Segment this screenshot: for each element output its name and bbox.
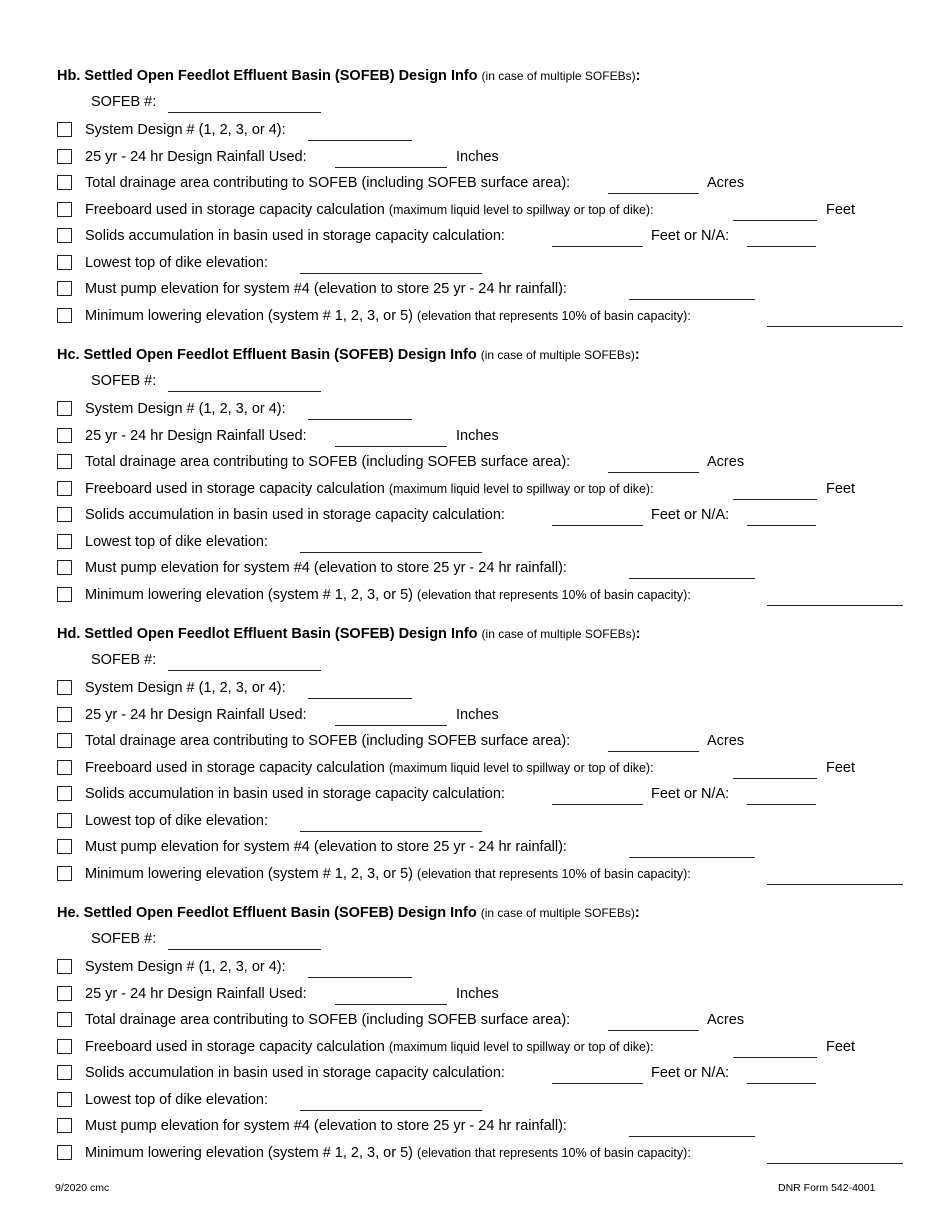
- row-unit-label: Feet or N/A:: [651, 786, 730, 802]
- row-label: [85, 280, 567, 298]
- row-label-text: Total drainage area contributing to SOFEB (including SOFEB surface area):: [85, 733, 571, 749]
- row-label-text: Lowest top of dike elevation:: [85, 813, 268, 829]
- row-label: [85, 480, 654, 498]
- row-checkbox[interactable]: [57, 1118, 72, 1133]
- sofeb-design-section: [0, 901, 950, 1171]
- row-label: [85, 985, 307, 1003]
- row-label-note: (maximum liquid level to spillway or top of dike):: [388, 203, 654, 217]
- row-checkbox[interactable]: [57, 1092, 72, 1107]
- row-input-field[interactable]: [300, 552, 482, 553]
- section-colon: :: [635, 626, 641, 642]
- section-note: (in case of multiple SOFEBs): [481, 69, 636, 83]
- row-checkbox[interactable]: [57, 680, 72, 695]
- sofeb-number-field[interactable]: [168, 112, 321, 113]
- row-input-field[interactable]: [767, 326, 903, 327]
- section-heading: Hd. Settled Open Feedlot Effluent Basin (SOFEB) Design Info: [57, 626, 478, 642]
- row-checkbox[interactable]: [57, 866, 72, 881]
- row-label: [85, 1011, 570, 1029]
- row-input-field[interactable]: [308, 977, 412, 978]
- row-label-text: Must pump elevation for system #4 (elevation to store 25 yr - 24 hr rainfall):: [85, 1118, 567, 1134]
- row-label: [85, 785, 505, 803]
- section-colon: :: [634, 347, 640, 363]
- row-label-text: 25 yr - 24 hr Design Rainfall Used:: [85, 986, 307, 1002]
- row-input-field[interactable]: [335, 446, 447, 447]
- sofeb-number-field[interactable]: [168, 391, 321, 392]
- row-label-text: Freeboard used in storage capacity calculation: [85, 1039, 385, 1055]
- section-title: [57, 626, 640, 642]
- row-label-text: Lowest top of dike elevation:: [85, 534, 268, 550]
- row-label-note: (elevation that represents 10% of basin capacity):: [417, 309, 691, 323]
- row-checkbox[interactable]: [57, 428, 72, 443]
- row-label-text: 25 yr - 24 hr Design Rainfall Used:: [85, 707, 307, 723]
- row-unit-label: Feet: [826, 760, 856, 776]
- row-label-text: System Design # (1, 2, 3, or 4):: [85, 959, 286, 975]
- section-note: (in case of multiple SOFEBs): [481, 627, 636, 641]
- row-checkbox[interactable]: [57, 733, 72, 748]
- row-label: [85, 865, 691, 883]
- section-colon: :: [635, 68, 641, 84]
- row-label-note: (elevation that represents 10% of basin capacity):: [417, 1146, 691, 1160]
- section-note: (in case of multiple SOFEBs): [480, 906, 635, 920]
- sofeb-design-section: [0, 64, 950, 334]
- sofeb-number-label: SOFEB #:: [91, 373, 157, 389]
- row-input-field[interactable]: [608, 1030, 699, 1031]
- row-input-field[interactable]: [300, 273, 482, 274]
- row-label-note: (maximum liquid level to spillway or top of dike):: [388, 482, 654, 496]
- row-label-text: Solids accumulation in basin used in storage capacity calculation:: [85, 228, 505, 244]
- row-input-field[interactable]: [767, 605, 903, 606]
- row-label: [85, 586, 691, 604]
- row-input-field[interactable]: [733, 499, 817, 500]
- row-checkbox[interactable]: [57, 122, 72, 137]
- row-label: [85, 1038, 654, 1056]
- row-input-field[interactable]: [552, 804, 643, 805]
- row-unit-label: Acres: [707, 175, 745, 191]
- row-label: [85, 759, 654, 777]
- row-unit-label: Inches: [456, 149, 499, 165]
- row-input-field[interactable]: [629, 857, 755, 858]
- row-checkbox[interactable]: [57, 534, 72, 549]
- row-input-field[interactable]: [608, 472, 699, 473]
- section-title: [57, 347, 640, 363]
- row-checkbox[interactable]: [57, 760, 72, 775]
- row-label-text: Total drainage area contributing to SOFEB (including SOFEB surface area):: [85, 1012, 571, 1028]
- row-input-field[interactable]: [767, 884, 903, 885]
- row-input-field[interactable]: [733, 778, 817, 779]
- row-label: [85, 1091, 268, 1109]
- row-checkbox[interactable]: [57, 401, 72, 416]
- row-checkbox[interactable]: [57, 1012, 72, 1027]
- row-checkbox[interactable]: [57, 560, 72, 575]
- row-label: [85, 1144, 691, 1162]
- row-input-field-secondary[interactable]: [747, 1083, 816, 1084]
- row-input-field-secondary[interactable]: [747, 525, 816, 526]
- row-label-text: Solids accumulation in basin used in storage capacity calculation:: [85, 507, 505, 523]
- row-unit-label: Feet or N/A:: [651, 1065, 730, 1081]
- row-label: [85, 732, 570, 750]
- section-note: (in case of multiple SOFEBs): [480, 348, 635, 362]
- row-label-text: Lowest top of dike elevation:: [85, 255, 268, 271]
- row-label: [85, 174, 570, 192]
- sofeb-design-section: [0, 622, 950, 892]
- sofeb-number-field[interactable]: [168, 949, 321, 950]
- section-heading: Hc. Settled Open Feedlot Effluent Basin (SOFEB) Design Info: [57, 347, 477, 363]
- row-checkbox[interactable]: [57, 707, 72, 722]
- section-heading: Hb. Settled Open Feedlot Effluent Basin (SOFEB) Design Info: [57, 68, 478, 84]
- row-label-text: Freeboard used in storage capacity calculation: [85, 202, 385, 218]
- row-label: [85, 679, 286, 697]
- row-label-text: Freeboard used in storage capacity calculation: [85, 760, 385, 776]
- row-label: [85, 121, 286, 139]
- row-unit-label: Inches: [456, 986, 499, 1002]
- row-input-field[interactable]: [733, 1057, 817, 1058]
- row-unit-label: Feet or N/A:: [651, 507, 730, 523]
- row-label-text: Minimum lowering elevation (system # 1, 2, 3, or 5): [85, 866, 413, 882]
- row-checkbox[interactable]: [57, 255, 72, 270]
- row-label: [85, 201, 654, 219]
- row-input-field[interactable]: [552, 525, 643, 526]
- sofeb-design-section: [0, 343, 950, 613]
- row-label-text: Total drainage area contributing to SOFEB (including SOFEB surface area):: [85, 175, 571, 191]
- row-unit-label: Inches: [456, 428, 499, 444]
- row-unit-label: Feet: [826, 202, 856, 218]
- row-label: [85, 427, 307, 445]
- row-checkbox[interactable]: [57, 481, 72, 496]
- row-input-field[interactable]: [552, 1083, 643, 1084]
- row-label-note: (maximum liquid level to spillway or top of dike):: [388, 761, 654, 775]
- section-title: [57, 68, 640, 84]
- row-input-field-secondary[interactable]: [747, 804, 816, 805]
- row-checkbox[interactable]: [57, 786, 72, 801]
- row-input-field[interactable]: [629, 1136, 755, 1137]
- row-input-field[interactable]: [629, 299, 755, 300]
- row-label: [85, 1117, 567, 1135]
- row-label: [85, 506, 505, 524]
- row-input-field[interactable]: [300, 831, 482, 832]
- row-label-text: Must pump elevation for system #4 (elevation to store 25 yr - 24 hr rainfall):: [85, 839, 567, 855]
- row-input-field[interactable]: [335, 725, 447, 726]
- row-label: [85, 227, 505, 245]
- row-checkbox[interactable]: [57, 959, 72, 974]
- sofeb-number-field[interactable]: [168, 670, 321, 671]
- sofeb-number-label: SOFEB #:: [91, 931, 157, 947]
- row-checkbox[interactable]: [57, 507, 72, 522]
- row-label-text: System Design # (1, 2, 3, or 4):: [85, 401, 286, 417]
- row-label-note: (elevation that represents 10% of basin capacity):: [417, 867, 691, 881]
- row-checkbox[interactable]: [57, 281, 72, 296]
- row-checkbox[interactable]: [57, 1065, 72, 1080]
- row-label: [85, 254, 268, 272]
- row-label: [85, 307, 691, 325]
- row-label-text: Must pump elevation for system #4 (elevation to store 25 yr - 24 hr rainfall):: [85, 560, 567, 576]
- row-label: [85, 453, 570, 471]
- row-input-field[interactable]: [608, 193, 699, 194]
- row-input-field[interactable]: [300, 1110, 482, 1111]
- row-checkbox[interactable]: [57, 587, 72, 602]
- row-label-text: System Design # (1, 2, 3, or 4):: [85, 122, 286, 138]
- row-label-text: Must pump elevation for system #4 (elevation to store 25 yr - 24 hr rainfall):: [85, 281, 567, 297]
- row-input-field[interactable]: [552, 246, 643, 247]
- row-input-field[interactable]: [608, 751, 699, 752]
- row-checkbox[interactable]: [57, 228, 72, 243]
- row-unit-label: Feet: [826, 481, 856, 497]
- row-checkbox[interactable]: [57, 175, 72, 190]
- row-input-field[interactable]: [308, 698, 412, 699]
- row-label-text: Total drainage area contributing to SOFEB (including SOFEB surface area):: [85, 454, 571, 470]
- row-label: [85, 706, 307, 724]
- row-label-text: 25 yr - 24 hr Design Rainfall Used:: [85, 428, 307, 444]
- row-label: [85, 148, 307, 166]
- row-label: [85, 1064, 505, 1082]
- row-unit-label: Acres: [707, 1012, 745, 1028]
- row-label-text: Minimum lowering elevation (system # 1, 2, 3, or 5): [85, 308, 413, 324]
- row-checkbox[interactable]: [57, 202, 72, 217]
- row-unit-label: Feet: [826, 1039, 856, 1055]
- row-checkbox[interactable]: [57, 1145, 72, 1160]
- row-label-text: 25 yr - 24 hr Design Rainfall Used:: [85, 149, 307, 165]
- row-label: [85, 838, 567, 856]
- row-checkbox[interactable]: [57, 813, 72, 828]
- footer-form-number: DNR Form 542-4001: [778, 1182, 876, 1194]
- row-label-text: Solids accumulation in basin used in storage capacity calculation:: [85, 1065, 505, 1081]
- section-title: [57, 905, 640, 921]
- row-label-text: Minimum lowering elevation (system # 1, 2, 3, or 5): [85, 1145, 413, 1161]
- row-checkbox[interactable]: [57, 986, 72, 1001]
- row-unit-label: Acres: [707, 454, 745, 470]
- row-label: [85, 400, 286, 418]
- row-label: [85, 812, 268, 830]
- sofeb-number-label: SOFEB #:: [91, 94, 157, 110]
- row-input-field[interactable]: [733, 220, 817, 221]
- row-label-text: Freeboard used in storage capacity calculation: [85, 481, 385, 497]
- row-input-field[interactable]: [308, 140, 412, 141]
- row-label-note: (elevation that represents 10% of basin capacity):: [417, 588, 691, 602]
- row-checkbox[interactable]: [57, 454, 72, 469]
- row-input-field[interactable]: [308, 419, 412, 420]
- row-checkbox[interactable]: [57, 149, 72, 164]
- row-label: [85, 958, 286, 976]
- row-label: [85, 533, 268, 551]
- row-label-text: Minimum lowering elevation (system # 1, 2, 3, or 5): [85, 587, 413, 603]
- row-input-field[interactable]: [335, 167, 447, 168]
- row-label-text: System Design # (1, 2, 3, or 4):: [85, 680, 286, 696]
- row-label-text: Lowest top of dike elevation:: [85, 1092, 268, 1108]
- row-checkbox[interactable]: [57, 1039, 72, 1054]
- row-unit-label: Inches: [456, 707, 499, 723]
- section-heading: He. Settled Open Feedlot Effluent Basin (SOFEB) Design Info: [57, 905, 477, 921]
- row-label-text: Solids accumulation in basin used in storage capacity calculation:: [85, 786, 505, 802]
- row-label-note: (maximum liquid level to spillway or top of dike):: [388, 1040, 654, 1054]
- footer-date: 9/2020 cmc: [55, 1182, 110, 1194]
- sofeb-number-label: SOFEB #:: [91, 652, 157, 668]
- row-label: [85, 559, 567, 577]
- row-checkbox[interactable]: [57, 308, 72, 323]
- row-unit-label: Acres: [707, 733, 745, 749]
- row-checkbox[interactable]: [57, 839, 72, 854]
- row-input-field-secondary[interactable]: [747, 246, 816, 247]
- row-input-field[interactable]: [629, 578, 755, 579]
- row-unit-label: Feet or N/A:: [651, 228, 730, 244]
- row-input-field[interactable]: [767, 1163, 903, 1164]
- row-input-field[interactable]: [335, 1004, 447, 1005]
- section-colon: :: [634, 905, 640, 921]
